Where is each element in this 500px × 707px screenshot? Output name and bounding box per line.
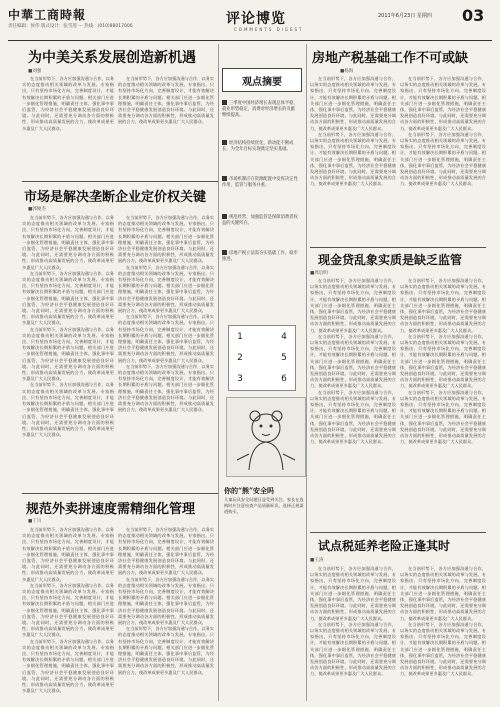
grid-cell: 5 (281, 352, 287, 363)
bullet-icon (222, 140, 227, 145)
number-grid (228, 325, 296, 391)
bullet-icon (222, 250, 227, 255)
bear-icon (227, 398, 305, 476)
article-column (118, 76, 214, 176)
article-text: 在当前形势下，各方应加强沟通与合作，以务实的态度推动相关领域的改革与发展。专家指出，只有坚持市场化方向，完善制度设计，才能有效解决长期积累的矛盾与问题。相关部门应进一步细化管理措施，明确责任主体，强化事中事后监管，为经济社会平稳健康发展创造良好环境。与此同时，还需要充分调动各方面的积极性，形成推动高质量发展的合力，使改革成果更多惠及广大人民群众。 (118, 314, 214, 363)
article-text: 在当前形势下，各方应加强沟通与合作，以务实的态度推动相关领域的改革与发展。专家指出，只有坚持市场化方向，完善制度设计，才能有效解决长期积累的矛盾与问题。相关部门应进一步细化管理措施，明确责任主体，强化事中事后监管，为经济社会平稳健康发展创造良好环境。与此同时，还需要充分调动各方面的积极性，形成推动高质量发展的合力，使改革成果更多惠及广大人民群众。 (22, 215, 114, 270)
divider (310, 247, 486, 248)
article-text: 在当前形势下，各方应加强沟通与合作，以务实的态度推动相关领域的改革与发展。专家指出，只有坚持市场化方向，完善制度设计，才能有效解决长期积累的矛盾与问题。相关部门应进一步细化管理措施，明确责任主体，强化事中事后监管，为经济社会平稳健康发展创造良好环境。与此同时，还需要充分调动各方面的积极性，形成推动高质量发展的合力，使改革成果更多惠及广大人民群众。 (22, 527, 114, 582)
article-text: 在当前形势下，各方应加强沟通与合作，以务实的态度推动相关领域的改革与发展。专家指出，只有坚持市场化方向，完善制度设计，才能有效解决长期积累的矛盾与问题。相关部门应进一步细化管理措施，明确责任主体，强化事中事后监管，为经济社会平稳健康发展创造良好环境。与此同时，还需要充分调动各方面的积极性，形成推动高质量发展的合力，使改革成果更多惠及广大人民群众。 (310, 278, 396, 333)
article-column (310, 566, 396, 701)
masthead-rule (8, 40, 492, 41)
divider (22, 181, 218, 182)
viewpoint-box (222, 68, 302, 92)
article-text: 在当前形势下，各方应加强沟通与合作，以务实的态度推动相关领域的改革与发展。专家指出，只有坚持市场化方向，完善制度设计，才能有效解决长期积累的矛盾与问题。相关部门应进一步细化管理措施，明确责任主体，强化事中事后监管，为经济社会平稳健康发展创造良好环境。与此同时，还需要充分调动各方面的积极性，形成推动高质量发展的合力，使改革成果更多惠及广大人民群众。 (400, 76, 486, 131)
section-subtitle: COMMENTS DIGEST (234, 27, 304, 32)
article-text: 在当前形势下，各方应加强沟通与合作，以务实的态度推动相关领域的改革与发展。专家指出，只有坚持市场化方向，完善制度设计，才能有效解决长期积累的矛盾与问题。相关部门应进一步细化管理措施，明确责任主体，强化事中事后监管，为经济社会平稳健康发展创造良好环境。与此同时，还需要充分调动各方面的积极性，形成推动高质量发展的合力，使改革成果更多惠及广大人民群众。 (400, 131, 486, 187)
bullet-icon (222, 100, 227, 105)
grid-cell: 3 (237, 373, 243, 384)
article-column (400, 566, 486, 701)
grid-cell: 4 (281, 331, 287, 342)
article-column (22, 527, 114, 701)
article-byline: ■周启明 (310, 271, 328, 276)
article-byline: ■刘强 (28, 69, 42, 74)
article-text: 在当前形势下，各方应加强沟通与合作，以务实的态度推动相关领域的改革与发展。专家指出，只有坚持市场化方向，完善制度设计，才能有效解决长期积累的矛盾与问题。相关部门应进一步细化管理措施，明确责任主体，强化事中事后监管，为经济社会平稳健康发展创造良好环境。与此同时，还需要充分调动各方面的积极性，形成推动高质量发展的合力，使改革成果更多惠及广大人民群众。 (118, 215, 214, 264)
divider (22, 493, 218, 494)
viewpoint-item: 房地产税立法需夯实基础工作，稳步推进。 (222, 251, 298, 263)
article-text: 在当前形势下，各方应加强沟通与合作，以务实的态度推动相关领域的改革与发展。专家指出，只有坚持市场化方向，完善制度设计，才能有效解决长期积累的矛盾与问题。相关部门应进一步细化管理措施，明确责任主体，强化事中事后监管，为经济社会平稳健康发展创造良好环境。与此同时，还需要充分调动各方面的积极性，形成推动高质量发展的合力，使改革成果更多惠及广大人民群众。 (22, 638, 114, 694)
article-text: 在当前形势下，各方应加强沟通与合作，以务实的态度推动相关领域的改革与发展。专家指出，只有坚持市场化方向，完善制度设计，才能有效解决长期积累的矛盾与问题。相关部门应进一步细化管理措施，明确责任主体，强化事中事后监管，为经济社会平稳健康发展创造良好环境。与此同时，还需要充分调动各方面的积极性，形成推动高质量发展的合力，使改革成果更多惠及广大人民群众。 (22, 270, 114, 326)
viewpoint-title: 观点摘要 (242, 77, 282, 88)
article-text: 在当前形势下，各方应加强沟通与合作，以务实的态度推动相关领域的改革与发展。专家指出，只有坚持市场化方向，完善制度设计，才能有效解决长期积累的矛盾与问题。相关部门应进一步细化管理措施，明确责任主体，强化事中事后监管，为经济社会平稳健康发展创造良好环境。与此同时，还需要充分调动各方面的积极性，形成推动高质量发展的合力，使改革成果更多惠及广大人民群众。 (400, 621, 486, 677)
grid-cell: 6 (281, 373, 287, 384)
article-text: 在当前形势下，各方应加强沟通与合作，以务实的态度推动相关领域的改革与发展。专家指出，只有坚持市场化方向，完善制度设计，才能有效解决长期积累的矛盾与问题。相关部门应进一步细化管理措施，明确责任主体，强化事中事后监管，为经济社会平稳健康发展创造良好环境。与此同时，还需要充分调动各方面的积极性，形成推动高质量发展的合力，使改革成果更多惠及广大人民群众。 (310, 333, 396, 389)
article-text: 在当前形势下，各方应加强沟通与合作，以务实的态度推动相关领域的改革与发展。专家指出，只有坚持市场化方向，完善制度设计，才能有效解决长期积累的矛盾与问题。相关部门应进一步细化管理措施，明确责任主体，强化事中事后监管，为经济社会平稳健康发展创造良好环境。与此同时，还需要充分调动各方面的积极性，形成推动高质量发展的合力，使改革成果更多惠及广大人民群众。 (118, 576, 214, 626)
article-text: 在当前形势下，各方应加强沟通与合作，以务实的态度推动相关领域的改革与发展。专家指出，只有坚持市场化方向，完善制度设计，才能有效解决长期积累的矛盾与问题。相关部门应进一步细化管理措施，明确责任主体，强化事中事后监管，为经济社会平稳健康发展创造良好环境。与此同时，还需要充分调动各方面的积极性，形成推动高质量发展的合力，使改革成果更多惠及广大人民群众。 (310, 621, 396, 677)
grid-cell: 1 (237, 331, 243, 342)
column-rule (306, 44, 307, 701)
article-text: 在当前形势下，各方应加强沟通与合作，以务实的态度推动相关领域的改革与发展。专家指出，只有坚持市场化方向，完善制度设计，才能有效解决长期积累的矛盾与问题。相关部门应进一步细化管理措施，明确责任主体，强化事中事后监管，为经济社会平稳健康发展创造良好环境。与此同时，还需要充分调动各方面的积极性，形成推动高质量发展的合力，使改革成果更多惠及广大人民群众。 (400, 333, 486, 389)
article-text: 在当前形势下，各方应加强沟通与合作，以务实的态度推动相关领域的改革与发展。专家指出，只有坚持市场化方向，完善制度设计，才能有效解决长期积累的矛盾与问题。相关部门应进一步细化管理措施，明确责任主体，强化事中事后监管，为经济社会平稳健康发展创造良好环境。与此同时，还需要充分调动各方面的积极性，形成推动高质量发展的合力，使改革成果更多惠及广大人民群众。 (22, 326, 114, 382)
bullet-icon (222, 214, 227, 219)
article-text: 在当前形势下，各方应加强沟通与合作，以务实的态度推动相关领域的改革与发展。专家指出，只有坚持市场化方向，完善制度设计，才能有效解决长期积累的矛盾与问题。相关部门应进一步细化管理措施，明确责任主体，强化事中事后监管，为经济社会平稳健康发展创造良好环境。与此同时，还需要充分调动各方面的积极性，形成推动高质量发展的合力，使改革成果更多惠及广大人民群众。 (118, 264, 214, 314)
cartoon-illustration (226, 397, 306, 477)
article-headline: 现金贷乱象实质是缺乏监管 (318, 253, 463, 267)
article-headline: 规范外卖拼速度需精细化管理 (26, 502, 196, 517)
article-headline: 房地产税基础工作不可或缺 (312, 51, 469, 66)
article-byline: ■郭俊杰 (28, 207, 46, 212)
viewpoint-item: 三季度中国经济增长表现总体平稳，就业形势稳定，消费对经济增长的贡献继续提高。 (222, 101, 298, 119)
article-text: 在当前形势下，各方应加强沟通与合作，以务实的态度推动相关领域的改革与发展。专家指出，只有坚持市场化方向，完善制度设计，才能有效解决长期积累的矛盾与问题。相关部门应进一步细化管理措施，明确责任主体，强化事中事后监管，为经济社会平稳健康发展创造良好环境。与此同时，还需要充分调动各方面的积极性，形成推动高质量发展的合力，使改革成果更多惠及广大人民群众。 (400, 566, 486, 621)
article-column (22, 215, 114, 487)
article-column (400, 278, 486, 528)
article-text: 在当前形势下，各方应加强沟通与合作，以务实的态度推动相关领域的改革与发展。专家指出，只有坚持市场化方向，完善制度设计，才能有效解决长期积累的矛盾与问题。相关部门应进一步细化管理措施，明确责任主体，强化事中事后监管，为经济社会平稳健康发展创造良好环境。与此同时，还需要充分调动各方面的积极性，形成推动高质量发展的合力，使改革成果更多惠及广大人民群众。 (400, 389, 486, 445)
article-text: 在当前形势下，各方应加强沟通与合作，以务实的态度推动相关领域的改革与发展。专家指出，只有坚持市场化方向，完善制度设计，才能有效解决长期积累的矛盾与问题。相关部门应进一步细化管理措施，明确责任主体，强化事中事后监管，为经济社会平稳健康发展创造良好环境。与此同时，还需要充分调动各方面的积极性，形成推动高质量发展的合力，使改革成果更多惠及广大人民群众。 (118, 76, 214, 125)
grid-cell: 2 (237, 352, 243, 363)
article-text: 在当前形势下，各方应加强沟通与合作，以务实的态度推动相关领域的改革与发展。专家指出，只有坚持市场化方向，完善制度设计，才能有效解决长期积累的矛盾与问题。相关部门应进一步细化管理措施，明确责任主体，强化事中事后监管，为经济社会平稳健康发展创造良好环境。与此同时，还需要充分调动各方面的积极性，形成推动高质量发展的合力，使改革成果更多惠及广大人民群众。 (22, 382, 114, 438)
article-headline: 为中美关系发展创造新机遇 (28, 50, 196, 66)
issue-date: 2011年6月23日 星期四 (378, 13, 432, 19)
article-headline: 市场是解决垄断企业定价权关键 (24, 190, 207, 205)
article-text: 在当前形势下，各方应加强沟通与合作，以务实的态度推动相关领域的改革与发展。专家指出，只有坚持市场化方向，完善制度设计，才能有效解决长期积累的矛盾与问题。相关部门应进一步细化管理措施，明确责任主体，强化事中事后监管，为经济社会平稳健康发展创造良好环境。与此同时，还需要充分调动各方面的积极性，形成推动高质量发展的合力，使改革成果更多惠及广大人民群众。 (118, 527, 214, 576)
article-column (118, 215, 214, 487)
column-rule (218, 44, 219, 701)
cartoon-title: 你的“熊”安全吗 (224, 486, 275, 495)
page-number: 03 (462, 6, 485, 25)
cartoon-caption: 儿童玩具安全问题日益受到关注，家长在选购时应注意检查产品质量标识，选择正规渠道购买。 (224, 497, 304, 514)
viewpoint-item: 市场机制应在资源配置中发挥决定性作用，监管与服务并重。 (222, 177, 298, 189)
article-byline: ■杨海 (340, 69, 354, 74)
divider (310, 532, 486, 533)
masthead-meta: 责任编辑：侯伟 版式设计：张雪莲 ··· 热线：(010)88017006 (8, 24, 133, 29)
article-text: 在当前形势下，各方应加强沟通与合作，以务实的态度推动相关领域的改革与发展。专家指出，只有坚持市场化方向，完善制度设计，才能有效解决长期积累的矛盾与问题。相关部门应进一步细化管理措施，明确责任主体，强化事中事后监管，为经济社会平稳健康发展创造良好环境。与此同时，还需要充分调动各方面的积极性，形成推动高质量发展的合力，使改革成果更多惠及广大人民群众。 (118, 626, 214, 675)
article-column (310, 278, 396, 528)
article-text: 在当前形势下，各方应加强沟通与合作，以务实的态度推动相关领域的改革与发展。专家指出，只有坚持市场化方向，完善制度设计，才能有效解决长期积累的矛盾与问题。相关部门应进一步细化管理措施，明确责任主体，强化事中事后监管，为经济社会平稳健康发展创造良好环境。与此同时，还需要充分调动各方面的积极性，形成推动高质量发展的合力，使改革成果更多惠及广大人民群众。 (310, 389, 396, 445)
newspaper-logo: 中華工商時報 (8, 8, 87, 22)
section-title: 评论博览 (226, 11, 286, 27)
article-text: 在当前形势下，各方应加强沟通与合作，以务实的态度推动相关领域的改革与发展。专家指出，只有坚持市场化方向，完善制度设计，才能有效解决长期积累的矛盾与问题。相关部门应进一步细化管理措施，明确责任主体，强化事中事后监管，为经济社会平稳健康发展创造良好环境。与此同时，还需要充分调动各方面的积极性，形成推动高质量发展的合力，使改革成果更多惠及广大人民群众。 (22, 582, 114, 638)
article-text: 在当前形势下，各方应加强沟通与合作，以务实的态度推动相关领域的改革与发展。专家指出，只有坚持市场化方向，完善制度设计，才能有效解决长期积累的矛盾与问题。相关部门应进一步细化管理措施，明确责任主体，强化事中事后监管，为经济社会平稳健康发展创造良好环境。与此同时，还需要充分调动各方面的积极性，形成推动高质量发展的合力，使改革成果更多惠及广大人民群众。 (22, 76, 114, 131)
article-column (118, 527, 214, 701)
article-byline: ■丁川 (28, 519, 42, 524)
bullet-icon (222, 176, 227, 181)
viewpoint-item: 经济结构持续优化，新动能不断成长，为全年目标实现奠定坚实基础。 (222, 141, 294, 153)
article-column (400, 76, 486, 244)
article-column (22, 76, 114, 176)
viewpoint-item: 规范经营、加强监管是保障消费者权益的关键所在。 (222, 215, 298, 227)
article-headline: 试点税延养老险正逢其时 (318, 539, 451, 553)
article-text: 在当前形势下，各方应加强沟通与合作，以务实的态度推动相关领域的改革与发展。专家指出，只有坚持市场化方向，完善制度设计，才能有效解决长期积累的矛盾与问题。相关部门应进一步细化管理措施，明确责任主体，强化事中事后监管，为经济社会平稳健康发展创造良好环境。与此同时，还需要充分调动各方面的积极性，形成推动高质量发展的合力，使改革成果更多惠及广大人民群众。 (310, 76, 396, 131)
article-text: 在当前形势下，各方应加强沟通与合作，以务实的态度推动相关领域的改革与发展。专家指出，只有坚持市场化方向，完善制度设计，才能有效解决长期积累的矛盾与问题。相关部门应进一步细化管理措施，明确责任主体，强化事中事后监管，为经济社会平稳健康发展创造良好环境。与此同时，还需要充分调动各方面的积极性，形成推动高质量发展的合力，使改革成果更多惠及广大人民群众。 (310, 566, 396, 621)
article-column (310, 76, 396, 244)
article-text: 在当前形势下，各方应加强沟通与合作，以务实的态度推动相关领域的改革与发展。专家指出，只有坚持市场化方向，完善制度设计，才能有效解决长期积累的矛盾与问题。相关部门应进一步细化管理措施，明确责任主体，强化事中事后监管，为经济社会平稳健康发展创造良好环境。与此同时，还需要充分调动各方面的积极性，形成推动高质量发展的合力，使改革成果更多惠及广大人民群众。 (118, 363, 214, 413)
article-text: 在当前形势下，各方应加强沟通与合作，以务实的态度推动相关领域的改革与发展。专家指出，只有坚持市场化方向，完善制度设计，才能有效解决长期积累的矛盾与问题。相关部门应进一步细化管理措施，明确责任主体，强化事中事后监管，为经济社会平稳健康发展创造良好环境。与此同时，还需要充分调动各方面的积极性，形成推动高质量发展的合力，使改革成果更多惠及广大人民群众。 (400, 278, 486, 333)
masthead (8, 6, 492, 42)
article-byline: ■王涛 (310, 558, 324, 563)
article-text: 在当前形势下，各方应加强沟通与合作，以务实的态度推动相关领域的改革与发展。专家指出，只有坚持市场化方向，完善制度设计，才能有效解决长期积累的矛盾与问题。相关部门应进一步细化管理措施，明确责任主体，强化事中事后监管，为经济社会平稳健康发展创造良好环境。与此同时，还需要充分调动各方面的积极性，形成推动高质量发展的合力，使改革成果更多惠及广大人民群众。 (310, 131, 396, 187)
